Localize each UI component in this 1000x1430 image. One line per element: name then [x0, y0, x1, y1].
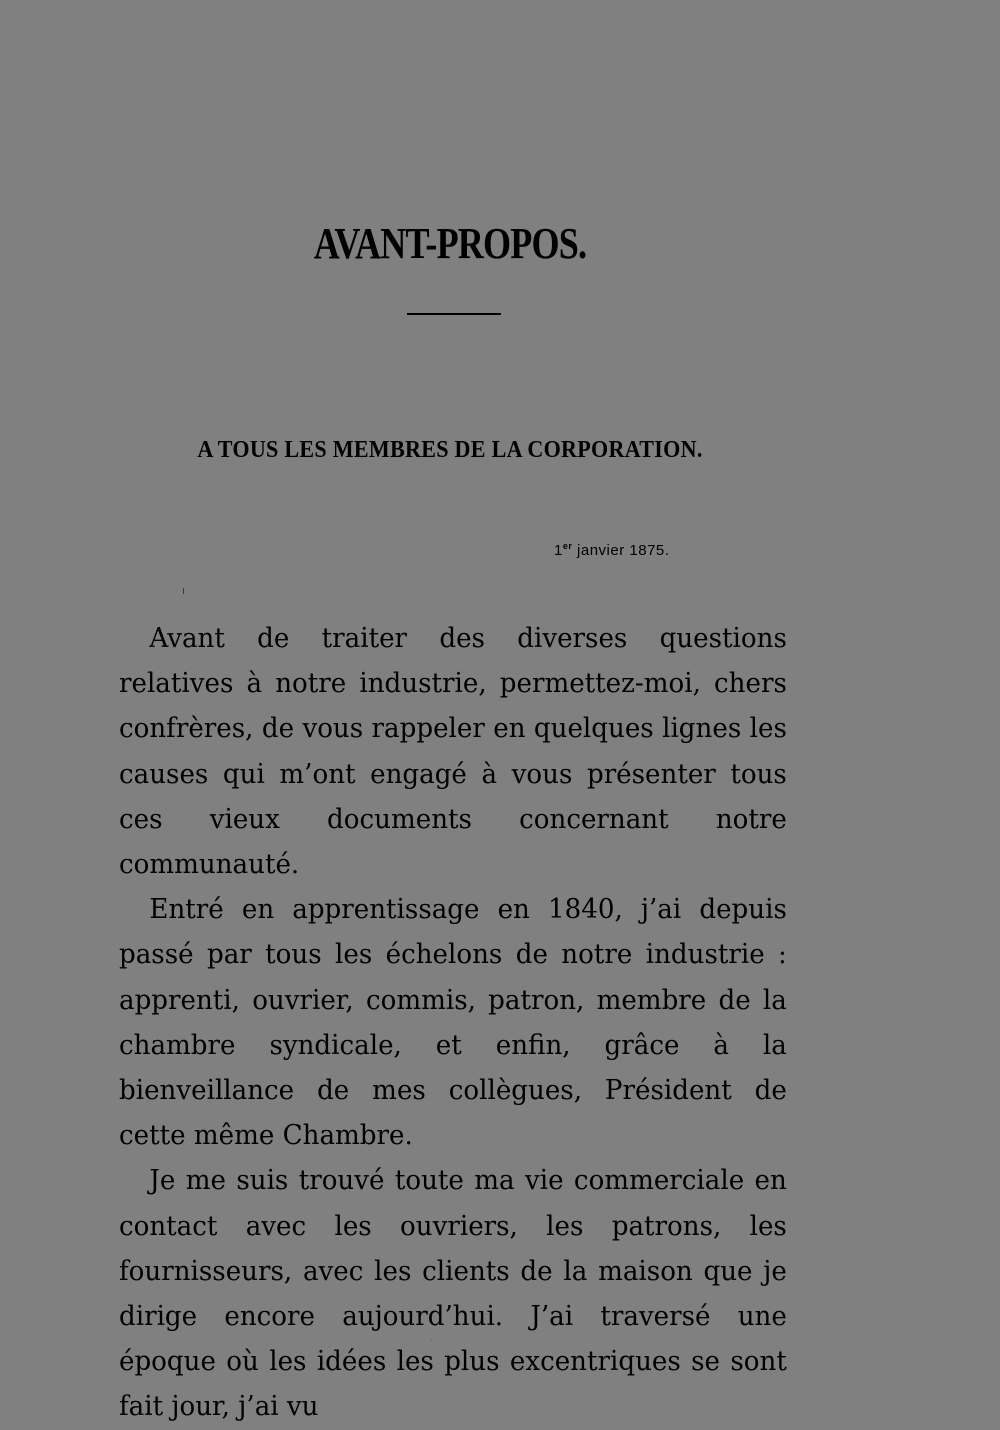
paragraph-3: Je me suis trouvé toute ma vie commerciale en contact avec les ouvriers, les patrons, les fournisseurs, avec les clients de la maison que je dirige encore aujourd’hui. J’ai traversé une époque où les idées les plus excentriques se sont fait jour, j’ai vu: [119, 1164, 787, 1423]
print-speck-bottom: [430, 1340, 432, 1341]
page-title: AVANT-PROPOS.: [313, 219, 587, 268]
date-rest: janvier 1875.: [572, 542, 670, 559]
title-divider: [407, 313, 501, 315]
paragraph-1: Avant de traiter des diverses questions relatives à notre industrie, permettez-moi, chers confrères, de vous rappeler en quelques lignes les causes qui m’ont engagé à vous présenter tous ces vieux documents concernant notre communauté.: [119, 622, 787, 881]
date-day: 1: [554, 542, 563, 559]
paragraph-2: Entré en apprentissage en 1840, j’ai depuis passé par tous les échelons de notre industrie : apprenti, ouvrier, commis, patron, membre de la chambre syndicale, et enfin, grâce à la bienveillance de mes collègues, Président de cette même Chambre.: [119, 893, 787, 1152]
print-speck: [183, 588, 184, 594]
date-line: [554, 541, 669, 559]
dedication-heading: A TOUS LES MEMBRES DE LA CORPORATION.: [197, 437, 703, 463]
body-text: [119, 616, 787, 1430]
date-superscript: er: [562, 541, 573, 551]
